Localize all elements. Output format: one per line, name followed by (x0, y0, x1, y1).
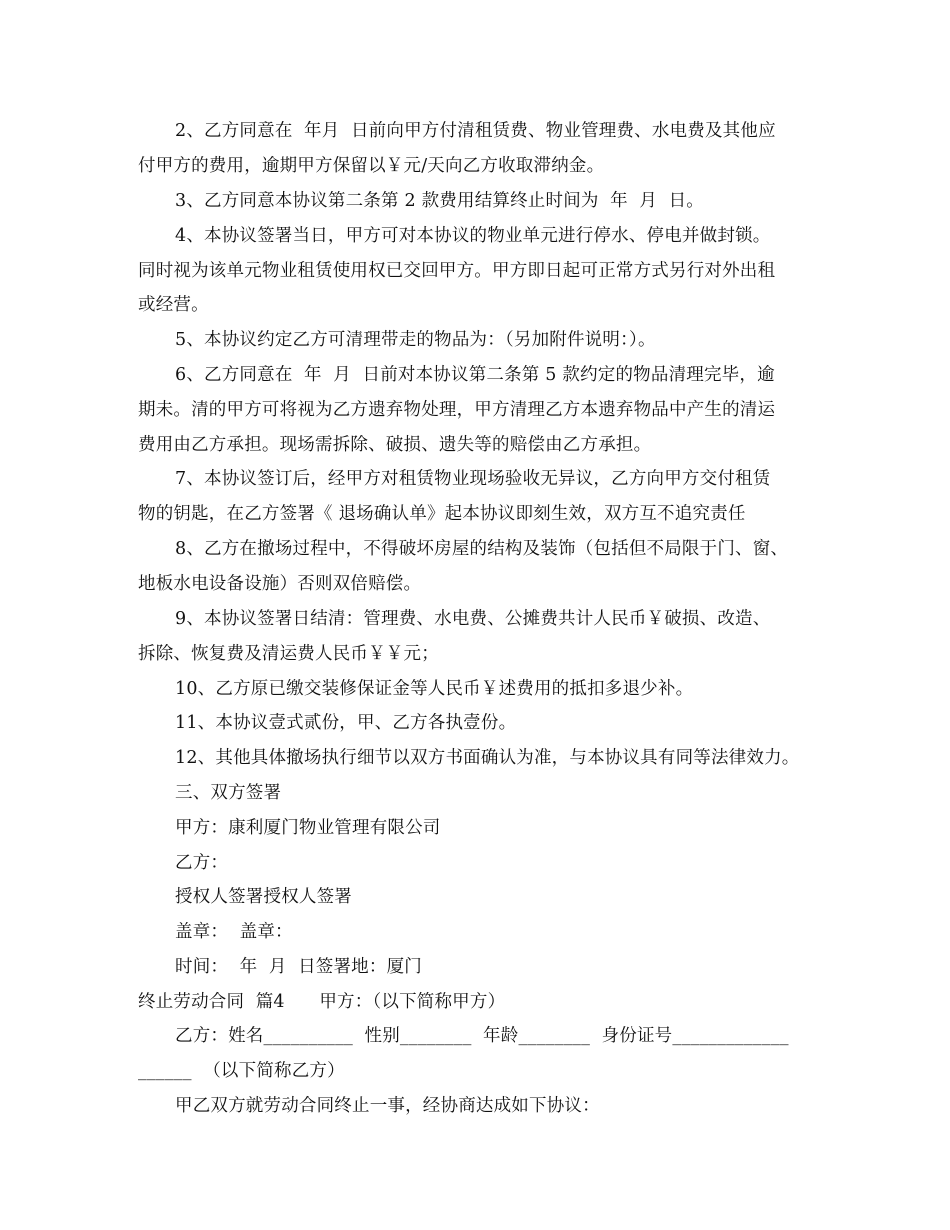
clause-8-line-2: 地板水电设备设施）否则双倍赔偿。 (138, 574, 422, 594)
agreement-intro-line: 甲乙双方就劳动合同终止一事，经协商达成如下协议： (175, 1096, 600, 1116)
section-3-heading: 三、双方签署 (175, 783, 282, 803)
clause-6-line-2: 期未。清的甲方可将视为乙方遗弃物处理，甲方清理乙方本遗弃物品中产生的清运 (138, 400, 776, 420)
party-b-line: 乙方： (175, 853, 229, 873)
clause-8-line-1: 8、乙方在撤场过程中，不得破坏房屋的结构及装饰（包括但不局限于门、窗、 (175, 539, 789, 559)
clause-6-line-1: 6、乙方同意在 年 月 日前对本协议第二条第 5 款约定的物品清理完毕，逾 (175, 365, 775, 385)
seal-line: 盖章： 盖章： (175, 922, 293, 942)
clause-11: 11、本协议壹式贰份，甲、乙方各执壹份。 (175, 713, 517, 733)
article-4-heading: 终止劳动合同 篇4 甲方：（以下简称甲方） (138, 992, 506, 1012)
clause-9-line-2: 拆除、恢复费及清运费人民币￥￥元； (138, 644, 439, 664)
party-b-info-line-1: 乙方：姓名__________ 性别________ 年龄________ 身份证号_____________ (175, 1026, 789, 1046)
party-a-line: 甲方：康利厦门物业管理有限公司 (175, 818, 441, 838)
clause-6-line-3: 费用由乙方承担。现场需拆除、破损、遗失等的赔偿由乙方承担。 (138, 435, 652, 455)
clause-2-line-1: 2、乙方同意在 年月 日前向甲方付清租赁费、物业管理费、水电费及其他应 (175, 121, 776, 141)
clause-7-line-2: 物的钥匙，在乙方签署《 退场确认单》起本协议即刻生效，双方互不追究责任 (138, 504, 746, 524)
clause-4-line-1: 4、本协议签署当日，甲方可对本协议的物业单元进行停水、停电并做封锁。 (175, 226, 771, 246)
clause-12: 12、其他具体撤场执行细节以双方书面确认为准，与本协议具有同等法律效力。 (175, 748, 800, 768)
clause-4-line-3: 或经营。 (138, 295, 209, 315)
party-b-info-line-2: ______ （以下简称乙方） (138, 1061, 345, 1081)
clause-5: 5、本协议约定乙方可清理带走的物品为：（另加附件说明：）。 (175, 330, 656, 350)
date-place-line: 时间： 年 月 日签署地：厦门 (175, 957, 422, 977)
clause-3: 3、乙方同意本协议第二条第 2 款费用结算终止时间为 年 月 日。 (175, 191, 704, 211)
clause-7-line-1: 7、本协议签订后，经甲方对租赁物业现场验收无异议，乙方向甲方交付租赁 (175, 469, 771, 489)
clause-10: 10、乙方原已缴交装修保证金等人民币￥述费用的抵扣多退少补。 (175, 679, 694, 699)
clause-2-line-2: 付甲方的费用，逾期甲方保留以￥元/天向乙方收取滞纳金。 (138, 156, 605, 176)
authorized-signature-line: 授权人签署授权人签署 (175, 887, 352, 907)
clause-4-line-2: 同时视为该单元物业租赁使用权已交回甲方。甲方即日起可正常方式另行对外出租 (138, 261, 776, 281)
clause-9-line-1: 9、本协议签署日结清：管理费、水电费、公摊费共计人民币￥破损、改造、 (175, 609, 771, 629)
